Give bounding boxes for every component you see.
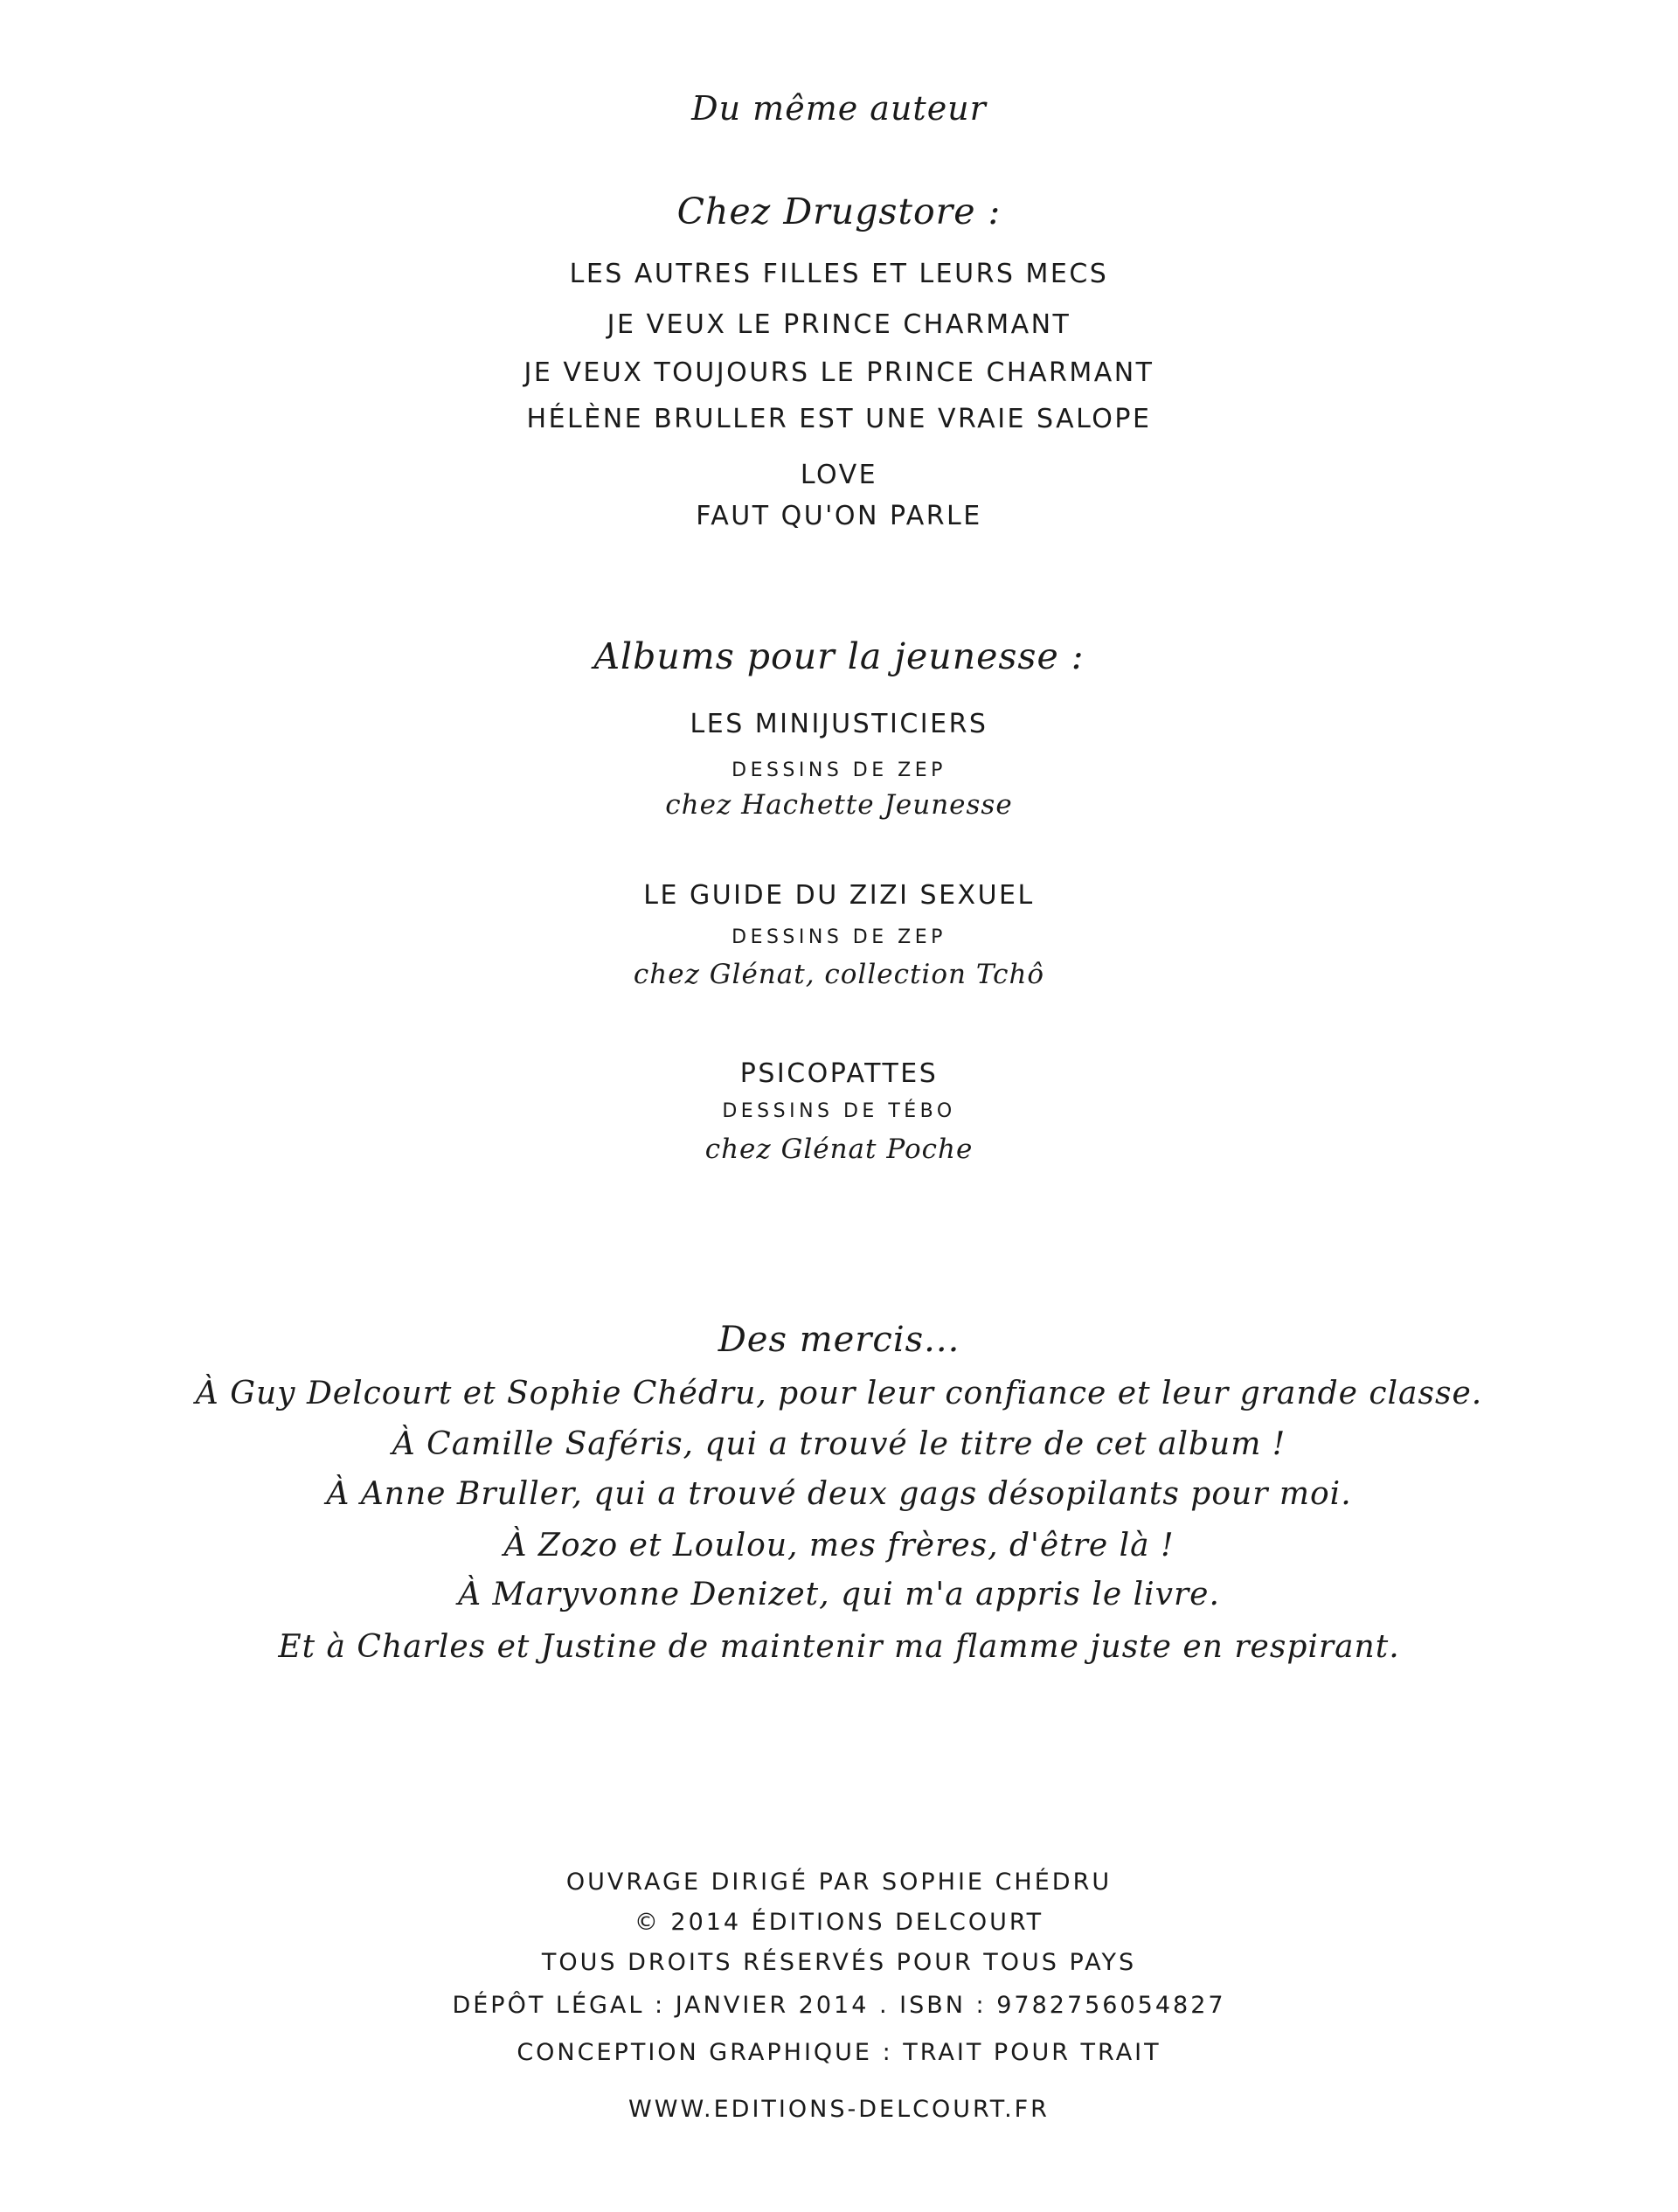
same-author-heading: Du même auteur xyxy=(691,89,987,128)
book-title: FAUT QU'ON PARLE xyxy=(696,501,982,531)
album-title: LE GUIDE DU ZIZI SEXUEL xyxy=(643,880,1035,911)
acknowledgment-line: Et à Charles et Justine de maintenir ma flamme juste en respirant. xyxy=(278,1629,1400,1665)
acknowledgment-line: À Anne Bruller, qui a trouvé deux gags désopilants pour moi. xyxy=(326,1476,1352,1512)
book-title: HÉLÈNE BRULLER EST UNE VRAIE SALOPE xyxy=(526,404,1152,434)
album-publisher: chez Glénat, collection Tchô xyxy=(633,959,1045,990)
album-credit: DESSINS DE TÉBO xyxy=(722,1100,956,1122)
publisher-group-label-drugstore: Chez Drugstore : xyxy=(676,191,1002,232)
book-title: LOVE xyxy=(800,460,878,490)
acknowledgment-line: À Camille Saféris, qui a trouvé le titre de cet album ! xyxy=(392,1426,1286,1462)
acknowledgments-heading: Des mercis... xyxy=(718,1320,960,1360)
acknowledgment-line: À Guy Delcourt et Sophie Chédru, pour leur confiance et leur grande classe. xyxy=(195,1376,1483,1411)
imprint-legal-isbn-line: DÉPÔT LÉGAL : JANVIER 2014 . ISBN : 9782756054827 xyxy=(452,1992,1226,2019)
album-credit: DESSINS DE ZEP xyxy=(732,926,946,948)
book-title: LES AUTRES FILLES ET LEURS MECS xyxy=(569,259,1109,289)
acknowledgment-line: À Maryvonne Denizet, qui m'a appris le livre. xyxy=(458,1577,1220,1612)
album-publisher: chez Hachette Jeunesse xyxy=(665,789,1013,821)
imprint-editor-line: OUVRAGE DIRIGÉ PAR SOPHIE CHÉDRU xyxy=(565,1869,1113,1896)
album-title: PSICOPATTES xyxy=(739,1058,939,1089)
album-publisher: chez Glénat Poche xyxy=(704,1134,974,1165)
album-title: LES MINIJUSTICIERS xyxy=(690,709,988,739)
publisher-group-label-jeunesse: Albums pour la jeunesse : xyxy=(593,635,1085,677)
album-credit: DESSINS DE ZEP xyxy=(732,759,946,781)
book-title: JE VEUX LE PRINCE CHARMANT xyxy=(607,309,1071,340)
book-title: JE VEUX TOUJOURS LE PRINCE CHARMANT xyxy=(524,357,1154,388)
imprint-design-line: CONCEPTION GRAPHIQUE : TRAIT POUR TRAIT xyxy=(517,2039,1161,2066)
acknowledgment-line: À Zozo et Loulou, mes frères, d'être là ! xyxy=(503,1528,1175,1564)
imprint-copyright-line: © 2014 ÉDITIONS DELCOURT xyxy=(634,1909,1044,1936)
imprint-rights-line: TOUS DROITS RÉSERVÉS POUR TOUS PAYS xyxy=(541,1949,1137,1976)
imprint-website-line: WWW.EDITIONS-DELCOURT.FR xyxy=(628,2096,1050,2123)
